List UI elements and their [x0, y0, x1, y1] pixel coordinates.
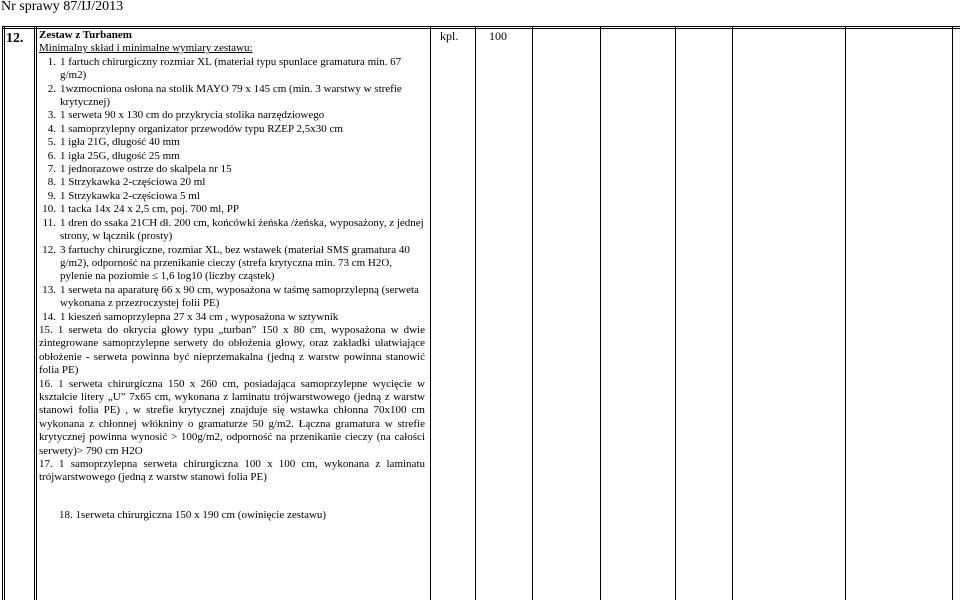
list-item	[39, 217, 425, 244]
column-divider	[532, 26, 533, 600]
set-title: Zestaw z Turbanem	[39, 29, 132, 41]
list-item-16: 16. 1 serweta chirurgiczna 150 x 260 cm, posiadająca samoprzylepne wycięcie w kształcie litery „U” 7x65 cm, wykonana z laminatu trójwarstwowego (jedną z warstw stanowi folia PE) , w strefie krytycznej znajduje się wstawka chłonna 70x100 cm wykonana z chłonnej włókniny o gramaturze 50 g/m2. Łączna gramatura w strefie krytycznej powinna wynosić > 100g/m2, odporność na przenikanie cieczy (na całości serwety)> 790 cm H2O	[39, 377, 425, 457]
page-header: Nr sprawy 87/IJ/2013	[1, 0, 124, 14]
list-item	[39, 56, 425, 83]
list-item	[39, 136, 425, 149]
list-item-number: 10.	[42, 203, 56, 216]
column-divider	[675, 26, 676, 600]
list-item-text: 1 jednorazowe ostrze do skalpela nr 15	[60, 163, 232, 176]
list-item-number: 2.	[47, 82, 56, 95]
list-item-text: 1wzmocniona osłona na stolik MAYO 79 x 145 cm (min. 3 warstwy w strefie krytycznej)	[60, 82, 402, 109]
column-divider	[2, 26, 3, 600]
list-item	[39, 284, 425, 311]
list-item-text: 1 tacka 14x 24 x 2,5 cm, poj. 700 ml, PP	[60, 203, 240, 216]
column-divider	[430, 26, 431, 600]
list-item	[39, 176, 425, 189]
list-item-text: 1 samoprzylepny organizator przewodów typu RZEP 2,5x30 cm	[60, 122, 343, 135]
column-divider	[600, 26, 601, 600]
list-item	[39, 311, 425, 324]
list-item-number: 7.	[47, 163, 56, 176]
list-item-number: 6.	[47, 149, 56, 162]
list-item-number: 5.	[47, 136, 56, 149]
list-item-text: 1 Strzykawka 2-częściowa 20 ml	[60, 176, 206, 189]
list-item-number: 11.	[42, 216, 56, 229]
list-item	[39, 190, 425, 203]
list-item-text: 1 serweta na aparaturę 66 x 90 cm, wyposażona w taśmę samoprzylepną (serweta wykonana z przezroczystej folii PE)	[60, 283, 419, 310]
item-description	[39, 29, 425, 522]
list-item-number: 3.	[47, 109, 56, 122]
column-divider	[34, 26, 35, 600]
list-item-text: 1 igła 25G, długość 25 mm	[60, 149, 180, 162]
list-item-number: 8.	[47, 176, 56, 189]
list-item-text: 1 fartuch chirurgiczny rozmiar XL (materiał typu spunlace gramatura min. 67 g/m2)	[60, 55, 402, 82]
list-item-number: 12.	[42, 243, 56, 256]
set-subtitle: Minimalny skład i minimalne wymiary zestawu:	[39, 42, 253, 55]
list-item	[39, 150, 425, 163]
list-item-text: 1 Strzykawka 2-częściowa 5 ml	[60, 189, 200, 202]
column-divider	[952, 26, 953, 600]
spacer	[39, 485, 425, 509]
list-item-number: 1.	[47, 55, 56, 68]
list-item-number: 9.	[47, 189, 56, 202]
components-list	[39, 56, 425, 324]
list-item-number: 14.	[42, 310, 56, 323]
list-item	[39, 163, 425, 176]
list-item-17: 17. 1 samoprzylepna serweta chirurgiczna 100 x 100 cm, wykonana z laminatu trójwarstwowego (jedną z warstw stanowi folia PE)	[39, 458, 425, 484]
list-item-number: 13.	[42, 283, 56, 296]
table-top-border	[2, 26, 960, 27]
list-item-18: 18. 1serweta chirurgiczna 150 x 190 cm (owinięcie zestawu)	[59, 508, 327, 521]
unit-cell: kpl.	[440, 29, 459, 43]
list-item-text: 1 kieszeń samoprzylepna 27 x 34 cm , wyposażona w sztywnik	[60, 310, 339, 323]
list-item	[39, 123, 425, 136]
list-item	[39, 244, 425, 284]
column-divider	[36, 26, 37, 600]
list-item	[39, 109, 425, 122]
list-item-text: 1 dren do ssaka 21CH dł. 200 cm, końcówki żeńska /żeńska, wyposażony, z jednej strony, w łącznik (prosty)	[60, 216, 424, 243]
column-divider	[475, 26, 476, 600]
list-item-text: 1 serweta 90 x 130 cm do przykrycia stolika narzędziowego	[60, 109, 325, 122]
list-item	[39, 83, 425, 110]
list-item-text: 3 fartuchy chirurgiczne, rozmiar XL, bez wstawek (materiał SMS gramatura 40 g/m2), odporność na przenikanie cieczy (strefa krytyczna min. 73 cm H2O, pylenie na poziomie ≤ 1,6 log10 (liczby cząstek)	[60, 243, 410, 283]
column-divider	[732, 26, 733, 600]
list-item-text: 1 igła 21G, długość 40 mm	[60, 136, 180, 149]
list-item	[39, 203, 425, 216]
list-item-number: 4.	[47, 122, 56, 135]
column-divider	[4, 26, 5, 600]
column-divider	[845, 26, 846, 600]
quantity-cell: 100	[489, 29, 507, 43]
list-item-15: 15. 1 serweta do okrycia głowy typu „turban” 150 x 80 cm, wyposażona w dwie zintegrowane samoprzylepne serwety do obłożenia głowy, oraz zakładki ułatwiające obłożenie - serweta powinna być nieprzemakalna (jedną z warstw powinna stanowić folia PE)	[39, 323, 425, 377]
row-number: 12.	[6, 31, 24, 46]
